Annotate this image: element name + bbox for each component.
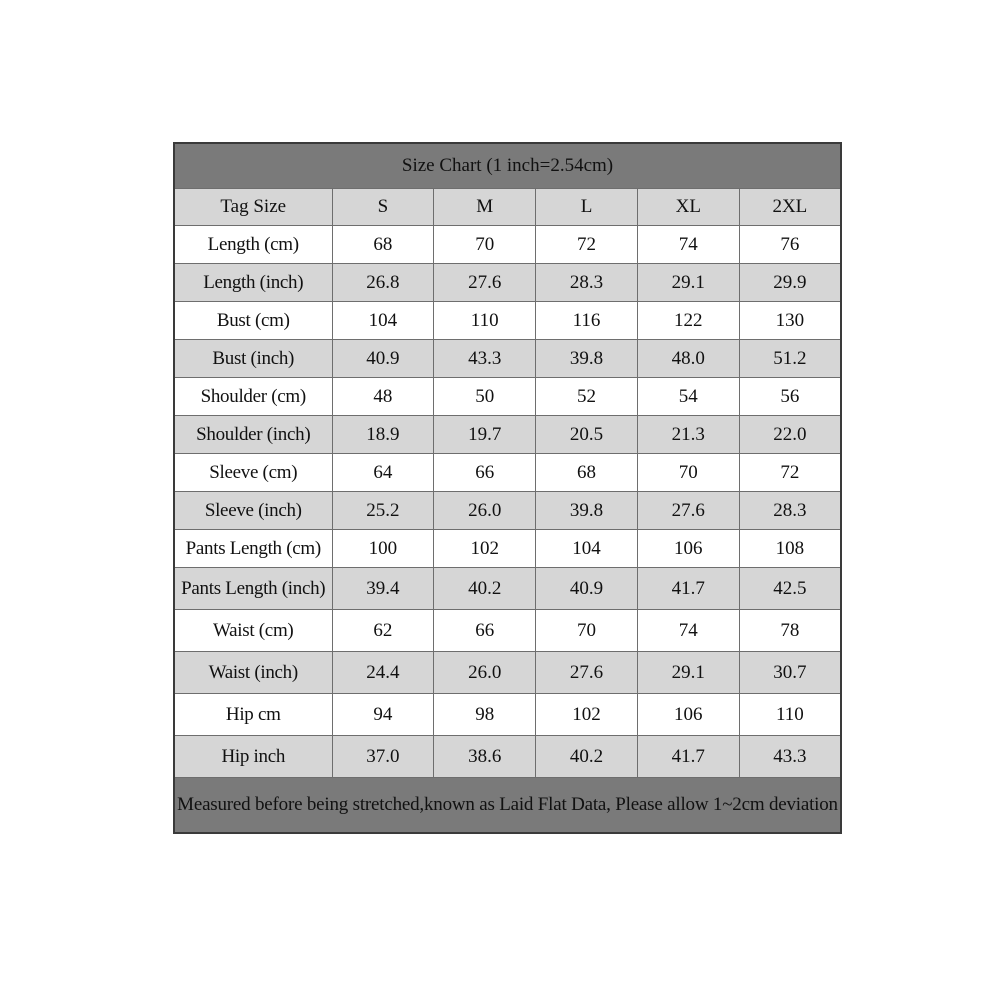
- table-cell: 102: [434, 530, 536, 568]
- row-label: Bust (cm): [174, 302, 332, 340]
- table-cell: 40.9: [536, 568, 638, 610]
- table-cell: 104: [332, 302, 434, 340]
- table-cell: 26.0: [434, 492, 536, 530]
- table-cell: 122: [637, 302, 739, 340]
- footer-note: Measured before being stretched,known as Laid Flat Data, Please allow 1~2cm deviation: [174, 778, 841, 834]
- table-cell: 110: [434, 302, 536, 340]
- table-cell: 21.3: [637, 416, 739, 454]
- table-cell: 106: [637, 694, 739, 736]
- row-label: Length (cm): [174, 226, 332, 264]
- row-label: Waist (cm): [174, 610, 332, 652]
- table-cell: 74: [637, 226, 739, 264]
- table-cell: 70: [434, 226, 536, 264]
- table-cell: 98: [434, 694, 536, 736]
- table-cell: 68: [536, 454, 638, 492]
- table-row: [174, 416, 841, 454]
- table-row: [174, 694, 841, 736]
- table-body: [174, 226, 841, 778]
- table-cell: 38.6: [434, 736, 536, 778]
- row-label: Sleeve (inch): [174, 492, 332, 530]
- row-label: Hip inch: [174, 736, 332, 778]
- table-cell: 27.6: [536, 652, 638, 694]
- table-cell: 19.7: [434, 416, 536, 454]
- table-row: [174, 264, 841, 302]
- table-row: [174, 340, 841, 378]
- table-cell: 130: [739, 302, 841, 340]
- table-cell: 39.4: [332, 568, 434, 610]
- table-cell: 50: [434, 378, 536, 416]
- table-row: [174, 736, 841, 778]
- table-cell: 39.8: [536, 340, 638, 378]
- row-label: Length (inch): [174, 264, 332, 302]
- table-row: [174, 226, 841, 264]
- table-cell: 24.4: [332, 652, 434, 694]
- table-cell: 64: [332, 454, 434, 492]
- table-cell: 40.9: [332, 340, 434, 378]
- chart-title: Size Chart (1 inch=2.54cm): [174, 143, 841, 189]
- table-cell: 39.8: [536, 492, 638, 530]
- table-cell: 27.6: [637, 492, 739, 530]
- table-cell: 28.3: [739, 492, 841, 530]
- title-row: [174, 143, 841, 189]
- table-row: [174, 568, 841, 610]
- table-cell: 94: [332, 694, 434, 736]
- column-header-size: XL: [637, 189, 739, 226]
- row-label: Pants Length (inch): [174, 568, 332, 610]
- table-cell: 110: [739, 694, 841, 736]
- table-cell: 37.0: [332, 736, 434, 778]
- table-cell: 102: [536, 694, 638, 736]
- table-cell: 30.7: [739, 652, 841, 694]
- table-cell: 29.9: [739, 264, 841, 302]
- table-cell: 51.2: [739, 340, 841, 378]
- column-header-size: L: [536, 189, 638, 226]
- table-cell: 29.1: [637, 264, 739, 302]
- row-label: Pants Length (cm): [174, 530, 332, 568]
- table-cell: 41.7: [637, 736, 739, 778]
- row-label: Sleeve (cm): [174, 454, 332, 492]
- table-cell: 18.9: [332, 416, 434, 454]
- table-cell: 28.3: [536, 264, 638, 302]
- header-row: [174, 189, 841, 226]
- table-cell: 48.0: [637, 340, 739, 378]
- table-cell: 40.2: [434, 568, 536, 610]
- table-cell: 52: [536, 378, 638, 416]
- size-chart-table: [173, 142, 842, 834]
- table-cell: 100: [332, 530, 434, 568]
- table-cell: 108: [739, 530, 841, 568]
- table-cell: 26.8: [332, 264, 434, 302]
- table-cell: 54: [637, 378, 739, 416]
- row-label: Bust (inch): [174, 340, 332, 378]
- table-cell: 48: [332, 378, 434, 416]
- table-row: [174, 454, 841, 492]
- table-cell: 70: [637, 454, 739, 492]
- row-label: Shoulder (inch): [174, 416, 332, 454]
- table-cell: 43.3: [434, 340, 536, 378]
- row-label: Waist (inch): [174, 652, 332, 694]
- table-row: [174, 530, 841, 568]
- table-cell: 56: [739, 378, 841, 416]
- table-cell: 78: [739, 610, 841, 652]
- table-cell: 72: [536, 226, 638, 264]
- table-row: [174, 492, 841, 530]
- table-cell: 27.6: [434, 264, 536, 302]
- column-header-tag-size: Tag Size: [174, 189, 332, 226]
- table-cell: 116: [536, 302, 638, 340]
- column-header-size: S: [332, 189, 434, 226]
- table-row: [174, 302, 841, 340]
- table-cell: 74: [637, 610, 739, 652]
- table-cell: 26.0: [434, 652, 536, 694]
- table-row: [174, 378, 841, 416]
- table-cell: 66: [434, 454, 536, 492]
- table-cell: 66: [434, 610, 536, 652]
- table-cell: 41.7: [637, 568, 739, 610]
- row-label: Hip cm: [174, 694, 332, 736]
- table-cell: 43.3: [739, 736, 841, 778]
- footer-row: [174, 778, 841, 834]
- table-cell: 72: [739, 454, 841, 492]
- table-cell: 20.5: [536, 416, 638, 454]
- table-cell: 76: [739, 226, 841, 264]
- table-row: [174, 652, 841, 694]
- table-cell: 68: [332, 226, 434, 264]
- table-cell: 70: [536, 610, 638, 652]
- table-cell: 40.2: [536, 736, 638, 778]
- table-cell: 42.5: [739, 568, 841, 610]
- table-cell: 22.0: [739, 416, 841, 454]
- table-cell: 25.2: [332, 492, 434, 530]
- row-label: Shoulder (cm): [174, 378, 332, 416]
- table-cell: 104: [536, 530, 638, 568]
- table-row: [174, 610, 841, 652]
- column-header-size: M: [434, 189, 536, 226]
- table-cell: 62: [332, 610, 434, 652]
- table-cell: 106: [637, 530, 739, 568]
- table-cell: 29.1: [637, 652, 739, 694]
- column-header-size: 2XL: [739, 189, 841, 226]
